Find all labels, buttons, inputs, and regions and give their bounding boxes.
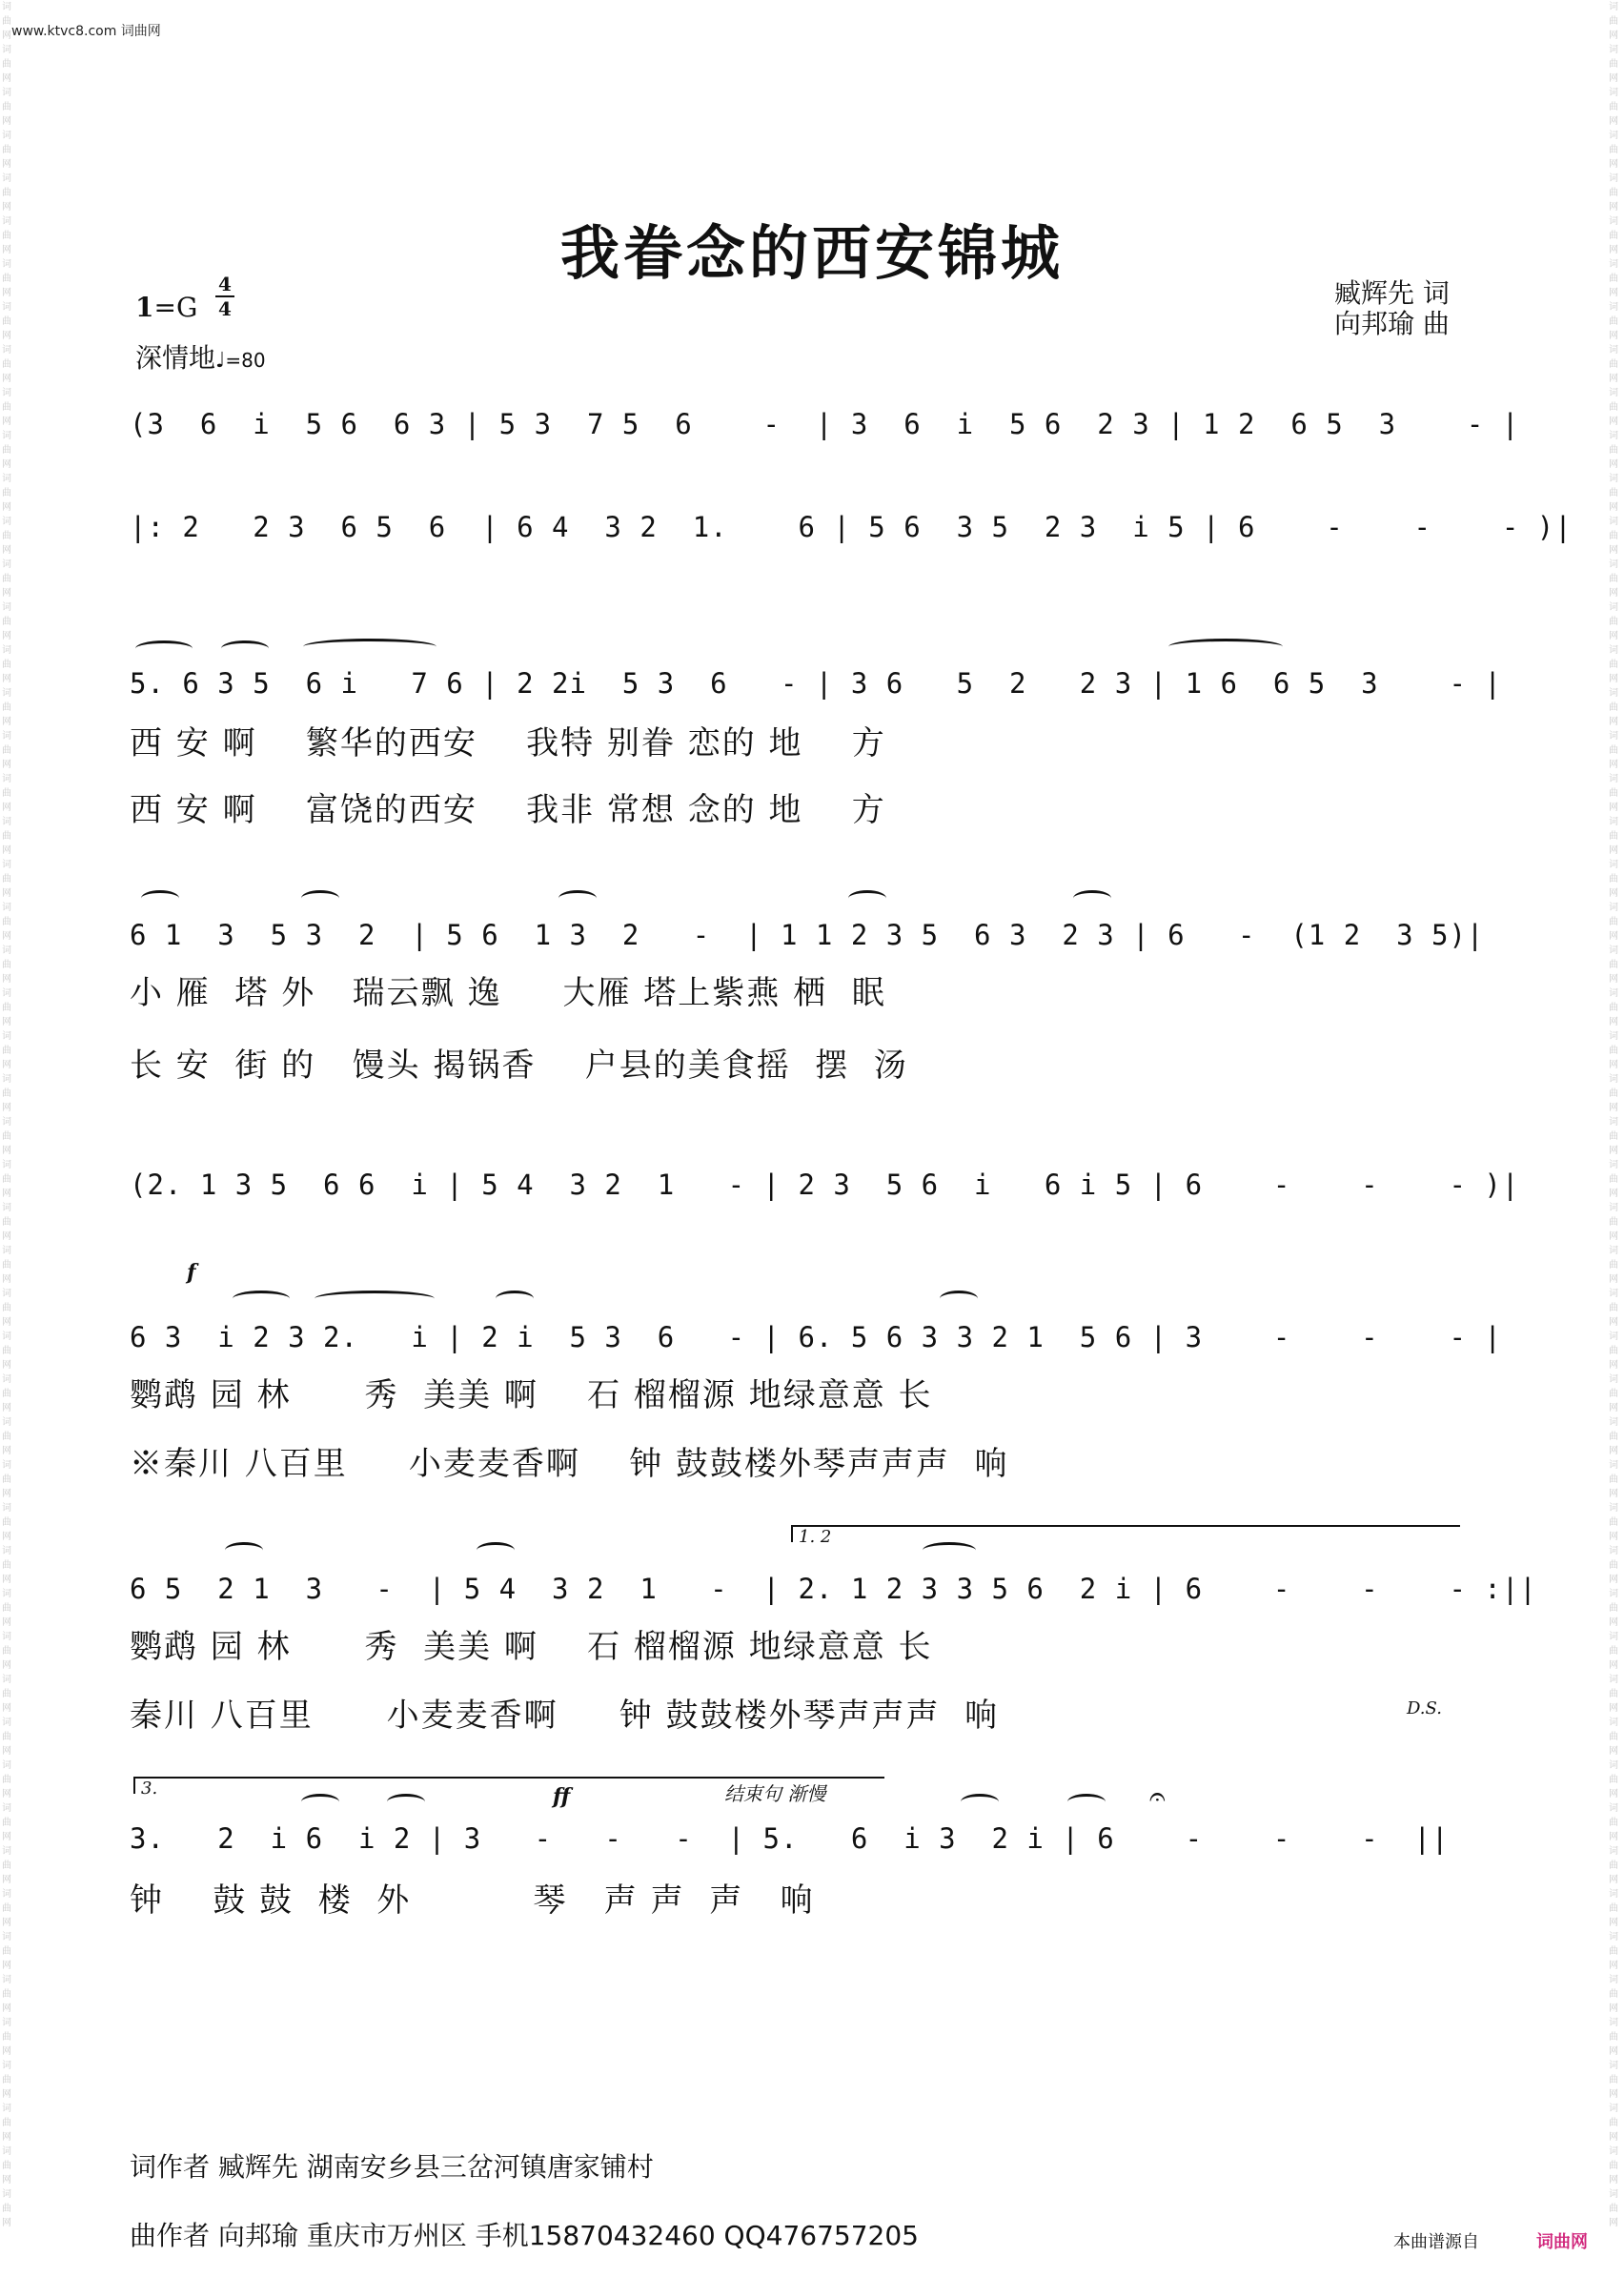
key-one: 1 [135, 292, 154, 323]
page-title: 我眷念的西安锦城 [559, 218, 1064, 288]
slur [477, 1542, 515, 1558]
note-icon: ♩ [215, 349, 226, 373]
ending-1-2-label: 1. 2 [799, 1527, 832, 1547]
slur [301, 1794, 339, 1810]
time-num: 4 [218, 273, 232, 295]
staff-row-2: |: 2 2 3 6 5 6 | 6 4 3 2 1. 6 | 5 6 3 5 2 3 i 5 | 6 - - - )| [130, 511, 1573, 543]
tempo-text: 深情地 [135, 342, 216, 374]
watermark-left: 词曲网词曲网词曲网词曲网词曲网词曲网词曲网词曲网词曲网词曲网词曲网词曲网词曲网词曲网词曲网词曲网词曲网词曲网词曲网词曲网词曲网词曲网词曲网词曲网词曲网词曲网词曲网词曲网词曲网词曲网词曲网词曲网词曲网词曲网词曲网词曲网词曲网词曲网词曲网词曲网词曲网词曲网词曲网词曲网词曲网词曲网词曲网词曲网词曲网词曲网词曲网词曲网 [2, 2, 11, 2228]
staff-row-3: 5. 6 3 5 6 i 7 6 | 2 2i 5 3 6 - | 3 6 5 2 2 3 | 1 6 6 5 3 - | [130, 667, 1502, 700]
key-eq: =G [153, 292, 198, 323]
staff-row-5: (2. 1 3 5 6 6 i | 5 4 3 2 1 - | 2 3 5 6 i 6 i 5 | 6 - - - )| [130, 1169, 1520, 1201]
staff-row-8: 3. 2 i 6 i 2 | 3 - - - | 5. 6 i 3 2 i | 6 - - - || [130, 1822, 1450, 1855]
composer-credit: 向邦瑜 曲 [1334, 308, 1450, 339]
staff-row-7: 6 5 2 1 3 - | 5 4 3 2 1 - | 2. 1 2 3 3 5 6 2 i | 6 - - - :|| [130, 1573, 1537, 1605]
staff-row-6: 6 3 i 2 3 2. i | 2 i 5 3 6 - | 6. 5 6 3 3 2 1 5 6 | 3 - - - | [130, 1321, 1502, 1353]
slur [233, 1291, 290, 1307]
fermata-icon: 𝄐 [1149, 1780, 1166, 1814]
slur [496, 1291, 534, 1307]
ending-3-label: 3. [141, 1779, 158, 1799]
slur [1067, 1794, 1106, 1810]
tempo-marking [135, 337, 266, 376]
slur [225, 1542, 263, 1558]
lyric-row-3-verse-2: 西 安 啊 富饶的西安 我非 常想 念的 地 方 [130, 791, 886, 829]
dynamic-f: f [187, 1260, 196, 1285]
slur [848, 890, 886, 906]
key-signature [135, 292, 197, 323]
site-logo[interactable]: 词曲网 [1536, 2232, 1588, 2252]
slur [141, 890, 179, 906]
lyric-row-3-verse-1: 西 安 啊 繁华的西安 我特 别眷 恋的 地 方 [130, 724, 886, 762]
lyric-row-8: 钟 鼓 鼓 楼 外 琴 声 声 声 响 [130, 1881, 815, 1920]
slur [1168, 639, 1283, 655]
slur [387, 1794, 425, 1810]
slur [558, 890, 597, 906]
slur [303, 639, 436, 655]
time-signature [215, 273, 234, 320]
lyric-row-7-verse-2: 秦川 八百里 小麦麦香啊 钟 鼓鼓楼外琴声声声 响 [130, 1697, 1000, 1735]
dal-segno: D.S. [1407, 1698, 1442, 1718]
slur [923, 1542, 976, 1558]
lyric-row-6-verse-1: 鹦鹉 园 林 秀 美美 啊 石 榴榴源 地绿意意 长 [130, 1376, 933, 1414]
ending-1-2 [791, 1525, 1460, 1547]
slur [301, 890, 339, 906]
staff-row-1: (3 6 i 5 6 6 3 | 5 3 7 5 6 - | 3 6 i 5 6 2 3 | 1 2 6 5 3 - | [130, 408, 1520, 440]
dynamic-ff: ff [553, 1784, 571, 1809]
lyric-row-6-verse-2: ※秦川 八百里 小麦麦香啊 钟 鼓鼓楼外琴声声声 响 [130, 1445, 1009, 1483]
slur [1073, 890, 1111, 906]
slur [221, 640, 269, 657]
slur [940, 1291, 978, 1307]
lyric-row-4-verse-1: 小 雁 塔 外 瑞云飘 逸 大雁 塔上紫燕 栖 眠 [130, 974, 886, 1012]
source-text: 本曲谱源自 [1393, 2232, 1479, 2252]
slur [315, 1291, 435, 1307]
lyricist-credit: 臧辉先 词 [1334, 277, 1450, 309]
site-url[interactable]: www.ktvc8.com 词曲网 [11, 24, 161, 39]
slur [961, 1794, 999, 1810]
lyricist-info: 词作者 臧辉先 湖南安乡县三岔河镇唐家铺村 [130, 2151, 654, 2183]
tempo-instruction: 结束句 渐慢 [724, 1782, 826, 1805]
staff-row-4: 6 1 3 5 3 2 | 5 6 1 3 2 - | 1 1 2 3 5 6 3 2 3 | 6 - (1 2 3 5)| [130, 919, 1485, 951]
tempo-bpm: =80 [225, 349, 266, 372]
time-den: 4 [215, 295, 234, 320]
slur [135, 640, 193, 657]
watermark-right: 词曲网词曲网词曲网词曲网词曲网词曲网词曲网词曲网词曲网词曲网词曲网词曲网词曲网词曲网词曲网词曲网词曲网词曲网词曲网词曲网词曲网词曲网词曲网词曲网词曲网词曲网词曲网词曲网词曲网词曲网词曲网词曲网词曲网词曲网词曲网词曲网词曲网词曲网词曲网词曲网词曲网词曲网词曲网词曲网词曲网词曲网词曲网词曲网词曲网词曲网词曲网词曲网 [1609, 2, 1618, 2228]
lyric-row-4-verse-2: 长 安 街 的 馒头 揭锅香 户县的美食摇 摆 汤 [130, 1047, 908, 1085]
composer-info: 曲作者 向邦瑜 重庆市万州区 手机15870432460 QQ476757205 [130, 2220, 919, 2251]
lyric-row-7-verse-1: 鹦鹉 园 林 秀 美美 啊 石 榴榴源 地绿意意 长 [130, 1628, 933, 1666]
